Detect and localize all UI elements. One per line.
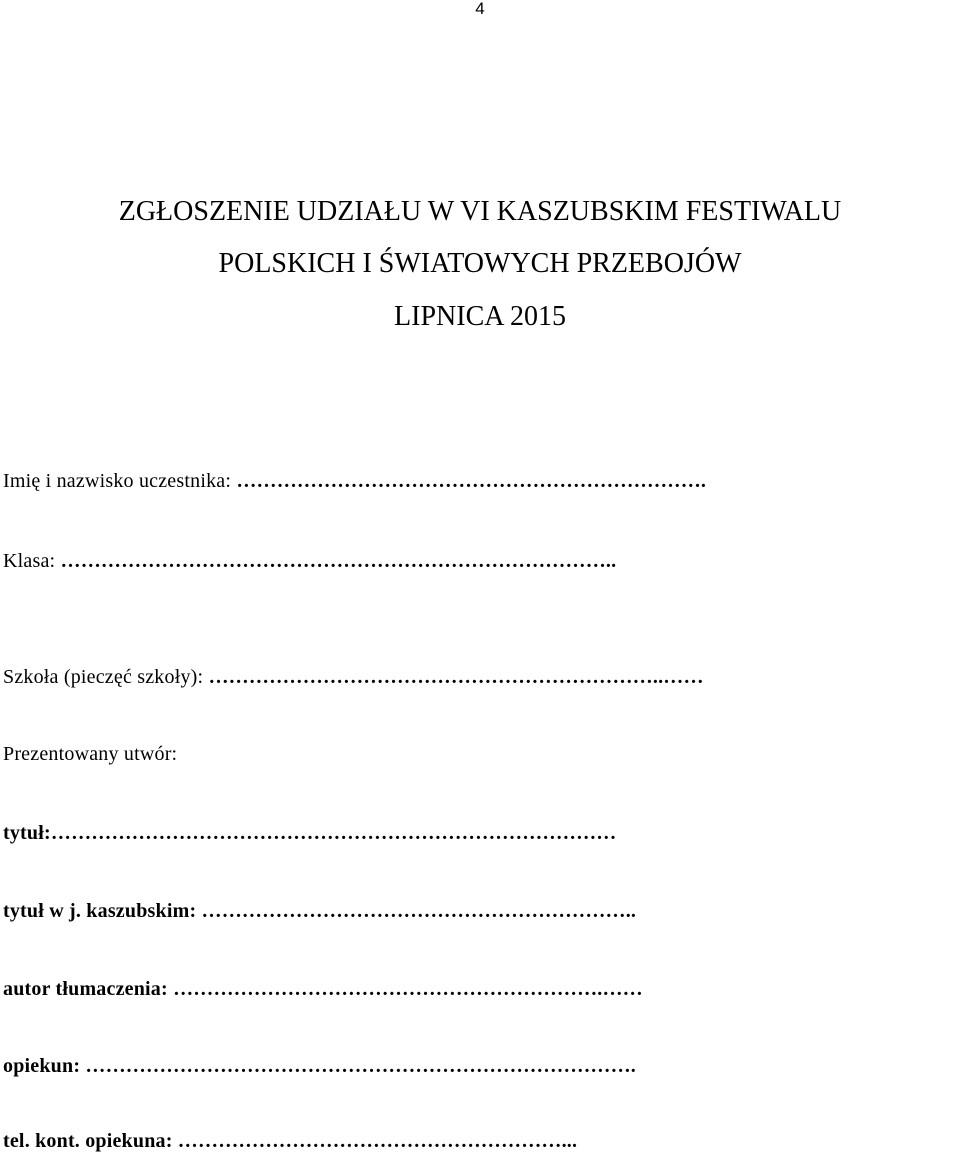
guardian-phone-blank: …………………………………………………... [177, 1130, 578, 1152]
form-title-line-2: POLSKICH I ŚWIATOWYCH PRZEBOJÓW [218, 248, 742, 279]
participant-name-field [3, 470, 706, 493]
school-blank: …………………………………………………………..…… [208, 666, 704, 688]
school-label: Szkoła (pieczęć szkoły): [3, 666, 204, 688]
participant-name-label: Imię i nazwisko uczestnika: [3, 470, 232, 492]
school-field [3, 666, 704, 689]
page-number: 4 [475, 0, 485, 18]
translator-blank: ……………………………………………………….…… [173, 978, 643, 1000]
guardian-label: opiekun: [3, 1055, 81, 1077]
class-field [3, 550, 616, 573]
kashubian-title-field [3, 900, 636, 923]
class-label: Klasa: [3, 550, 56, 572]
class-blank: ……………………………………………………………………….. [60, 550, 617, 572]
guardian-field [3, 1055, 636, 1078]
presented-work-label: Prezentowany utwór: [3, 743, 178, 765]
translator-label: autor tłumaczenia: [3, 978, 168, 1000]
guardian-phone-field [3, 1130, 577, 1153]
translator-field [3, 978, 643, 1001]
title-field [3, 822, 616, 845]
guardian-blank: ………………………………………………………………………. [85, 1055, 636, 1077]
participant-name-blank: ……………………………………………………………. [236, 470, 707, 492]
title-label: tytuł: [3, 822, 51, 844]
guardian-phone-label: tel. kont. opiekuna: [3, 1130, 173, 1152]
form-title-line-1: ZGŁOSZENIE UDZIAŁU W VI KASZUBSKIM FESTIWALU [118, 196, 842, 227]
kashubian-title-label: tytuł w j. kaszubskim: [3, 900, 197, 922]
presented-work-heading [3, 743, 177, 766]
kashubian-title-blank: ……………………………………………………….. [201, 900, 637, 922]
form-title-line-3: LIPNICA 2015 [394, 301, 566, 332]
title-blank: ………………………………………………………………………… [50, 822, 617, 844]
